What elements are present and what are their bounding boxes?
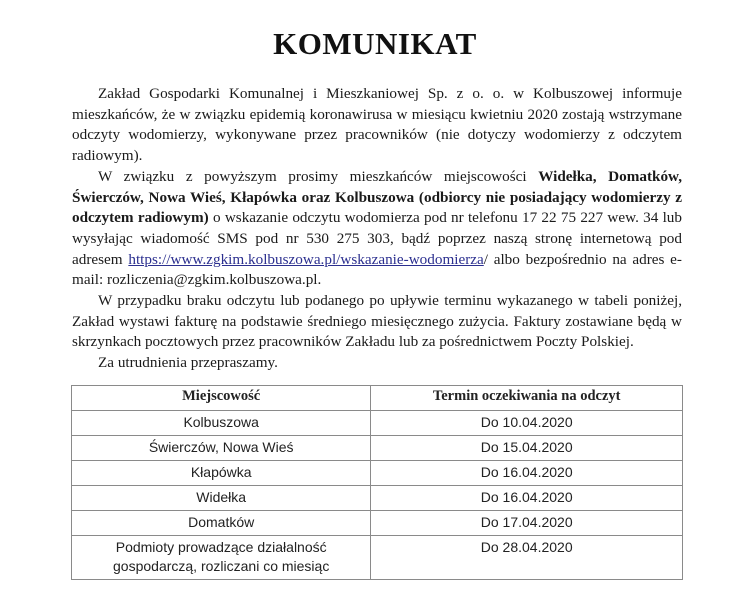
cell-locality: Kłapówka: [72, 461, 371, 486]
cell-deadline: Do 16.04.2020: [371, 486, 683, 511]
request-text-start: W związku z powyższym prosimy mieszkańców miejscowości: [98, 167, 539, 185]
cell-deadline: Do 15.04.2020: [371, 436, 683, 461]
cell-locality: Widełka: [72, 486, 371, 511]
paragraph-apology: Za utrudnienia przepraszamy.: [98, 354, 278, 372]
paragraph-intro: Zakład Gospodarki Komunalnej i Mieszkaniowej Sp. z o. o. w Kolbuszowej informuje mieszkańców, że w związku epidemią koronawirusa w miesiącu kwietniu 2020 zostają wstrzymane odczyty wodomierzy, wykonywane przez pracowników (nie dotyczy wodomierzy z odczytem radiowym).: [72, 85, 682, 165]
request-localities-bold: Widełka, Domatków, Świerczów, Nowa Wieś, Kłapówka oraz Kolbuszowa (odbiorcy nie posiadający wodomierzy z odczytem radiowym): [72, 167, 682, 227]
paragraph-invoice: W przypadku braku odczytu lub podanego po upływie terminu wykazanego w tabeli poniżej, Zakład wystawi fakturę na podstawie średniego miesięcznego zużycia. Faktury zostawiane będą w skrzynkach pocztowych przez pracowników Zakładu lub za pośrednictwem Poczty Polskiej.: [72, 292, 682, 351]
paragraph-request: [72, 167, 682, 291]
cell-locality: Świerczów, Nowa Wieś: [72, 436, 371, 461]
cell-deadline: Do 28.04.2020: [371, 536, 683, 580]
cell-locality: Domatków: [72, 511, 371, 536]
table-row: [72, 411, 683, 436]
cell-locality: Kolbuszowa: [72, 411, 371, 436]
table-header-row: [72, 386, 683, 411]
cell-locality: Podmioty prowadzące działalność gospodarczą, rozliczani co miesiąc: [72, 536, 371, 580]
table-row: [72, 486, 683, 511]
reading-deadline-table: [71, 385, 683, 580]
cell-deadline: Do 17.04.2020: [371, 511, 683, 536]
table-row: [72, 536, 683, 580]
cell-deadline: Do 16.04.2020: [371, 461, 683, 486]
page-title: KOMUNIKAT: [273, 26, 477, 61]
table-row: [72, 436, 683, 461]
announcement-body: [72, 84, 682, 374]
reading-deadline-table-wrapper: [71, 385, 683, 580]
request-text-end: / albo bezpośrednio na adres e-mail: rozliczenia@zgkim.kolbuszowa.pl.: [72, 250, 682, 289]
meter-reading-link[interactable]: https://www.zgkim.kolbuszowa.pl/wskazanie-wodomierza: [128, 250, 484, 268]
header-deadline: Termin oczekiwania na odczyt: [371, 386, 683, 411]
table-row: [72, 511, 683, 536]
header-locality: Miejscowość: [72, 386, 371, 411]
cell-deadline: Do 10.04.2020: [371, 411, 683, 436]
table-row: [72, 461, 683, 486]
request-text-mid: o wskazanie odczytu wodomierza pod nr telefonu 17 22 75 227 wew. 34 lub wysyłając wiadomość SMS pod nr 530 275 303, bądź poprzez naszą stronę internetową pod adresem: [72, 209, 682, 268]
